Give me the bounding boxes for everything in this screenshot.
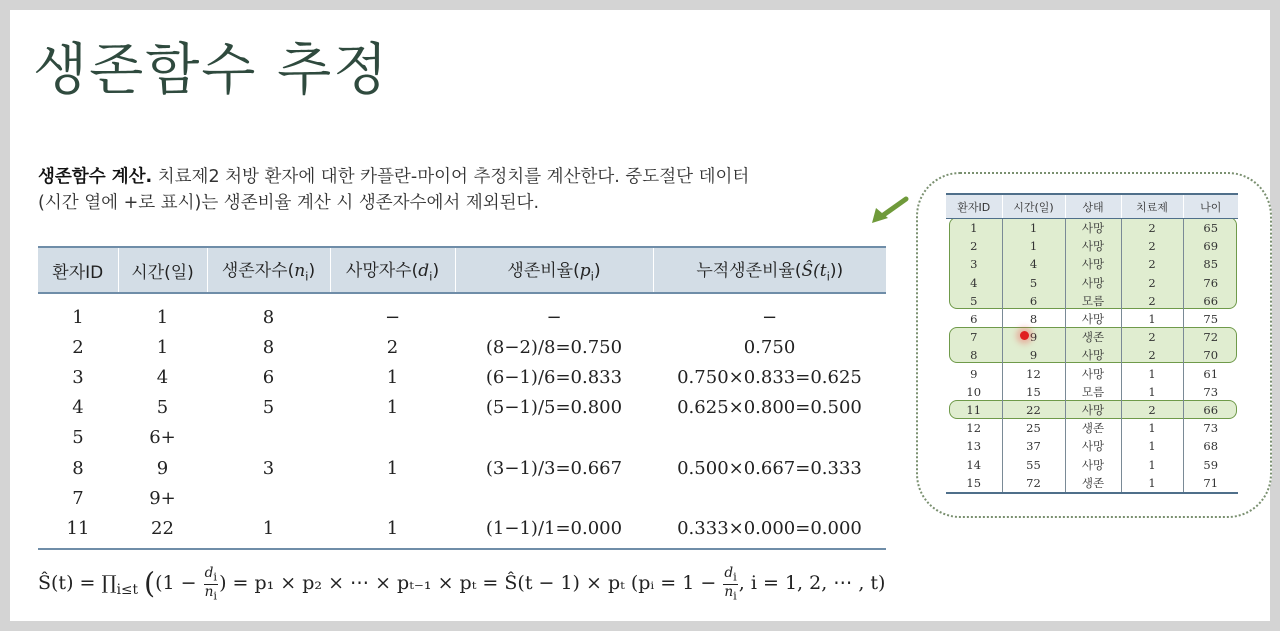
patient-table-cell: 25: [1002, 419, 1065, 437]
patient-table-cell: 70: [1183, 346, 1238, 364]
km-table-header: [38, 247, 886, 293]
patient-table-cell: 68: [1183, 437, 1238, 455]
patient-table-row: [946, 274, 1238, 292]
patient-header-cell: 치료제: [1121, 194, 1183, 219]
km-table-cell: (1−1)/1=0.000: [455, 513, 653, 548]
patient-table-cell: 65: [1183, 219, 1238, 238]
description-line2: (시간 열에 +로 표시)는 생존비율 계산 시 생존자수에서 제외된다.: [38, 193, 540, 213]
patient-table-cell: 2: [1121, 292, 1183, 310]
patient-header-cell: 나이: [1183, 194, 1238, 219]
patient-table-cell: 사망: [1065, 346, 1121, 364]
km-table-body: [38, 293, 886, 549]
patient-table-row: [946, 255, 1238, 273]
patient-table-cell: 11: [966, 402, 982, 417]
km-table-cell: 8: [72, 457, 84, 479]
patient-table-cell: 12: [966, 421, 982, 436]
patient-table-cell: 2: [1121, 401, 1183, 419]
patient-table-cell: 9: [970, 366, 978, 381]
km-table-cell: 3: [72, 366, 84, 388]
km-table-row: [38, 483, 886, 513]
km-table-cell: 0.500×0.667=0.333: [677, 457, 862, 479]
km-table-cell: [653, 483, 886, 513]
patient-table-row: [946, 401, 1238, 419]
patient-table-row: [946, 292, 1238, 310]
km-table-cell: 0.750×0.833=0.625: [677, 366, 862, 388]
patient-table-cell: 생존: [1065, 328, 1121, 346]
km-table-cell: 2: [72, 336, 84, 358]
km-table-cell: 3: [262, 457, 275, 479]
km-table-cell: 5: [262, 397, 275, 419]
patient-table-row: [946, 437, 1238, 455]
description-bold: 생존함수 계산.: [38, 167, 153, 187]
km-table-row: [38, 423, 886, 453]
patient-table-cell: 생존: [1065, 419, 1121, 437]
formula-lhs: Ŝ(t) = ∏: [38, 572, 117, 595]
km-table-row: [38, 513, 886, 548]
patient-header-cell: 상태: [1065, 194, 1121, 219]
patient-table-cell: 2: [1121, 219, 1183, 238]
formula-frac: $\frac{d_i}{n_i}$: [204, 565, 218, 603]
km-header-cell: 생존자수$(n_i)$: [207, 247, 330, 293]
patient-table-cell: 사망: [1065, 219, 1121, 238]
km-table-cell: 1: [386, 457, 399, 479]
patient-table-cell: 생존: [1065, 474, 1121, 493]
km-table-row: [38, 362, 886, 392]
km-header-cell: 사망자수$(d_i)$: [330, 247, 455, 293]
km-table-cell: 22: [118, 513, 207, 548]
km-table-cell: [455, 483, 653, 513]
patient-table-row: [946, 383, 1238, 401]
patient-header-cell: 시간(일): [1002, 194, 1065, 219]
formula-frac-2: $\frac{d_i}{n_i}$: [724, 565, 737, 603]
km-table-cell: 5: [72, 427, 84, 449]
patient-table-cell: 1: [970, 221, 978, 236]
patient-table-row: [946, 219, 1238, 238]
patient-table-row: [946, 346, 1238, 364]
patient-table-cell: 85: [1183, 255, 1238, 273]
patient-table-cell: 사망: [1065, 310, 1121, 328]
patient-table-cell: 1: [1121, 419, 1183, 437]
km-header-cell: 환자ID: [38, 247, 118, 293]
km-table-cell: 9: [156, 457, 169, 479]
patient-table-cell: 72: [1183, 328, 1238, 346]
patient-table-row: [946, 328, 1238, 346]
patient-table-cell: 2: [1121, 237, 1183, 255]
patient-table-cell: 1: [1121, 365, 1183, 383]
patient-table-row: [946, 365, 1238, 383]
patient-table-cell: 1: [1121, 474, 1183, 493]
km-table-cell: 8: [262, 336, 275, 358]
km-table-row: [38, 453, 886, 483]
patient-table-cell: 72: [1002, 474, 1065, 493]
km-table-cell: 9+: [149, 487, 176, 509]
patient-table-cell: 1: [1121, 455, 1183, 473]
patient-table-cell: 모름: [1065, 292, 1121, 310]
km-table-cell: 5: [156, 397, 169, 419]
patient-table-cell: 73: [1183, 419, 1238, 437]
formula-part3: , i = 1, 2, ⋯ , t): [738, 572, 886, 595]
patient-table-cell: 2: [1121, 328, 1183, 346]
patient-table-cell: 66: [1183, 292, 1238, 310]
km-table-cell: 1: [207, 513, 330, 548]
km-header-cell: 누적생존비율$(Ŝ(t_i))$: [653, 247, 886, 293]
km-table-cell: [330, 483, 455, 513]
km-table-cell: 7: [72, 487, 84, 509]
patient-table-cell: 37: [1002, 437, 1065, 455]
km-table-cell: 0.333×0.000=0.000: [653, 513, 886, 548]
patient-table-cell: 7: [970, 330, 978, 345]
patient-table-cell: 15: [1002, 383, 1065, 401]
slide-title: 생존함수 추정: [33, 38, 390, 103]
km-table-row: [38, 393, 886, 423]
patient-table-body: [946, 219, 1238, 493]
patient-table-cell: 5: [970, 293, 978, 308]
patient-table-cell: 1: [1121, 437, 1183, 455]
patient-table-cell: 8: [970, 348, 978, 363]
arrow-icon: [870, 196, 910, 226]
km-table-cell: 4: [156, 366, 169, 388]
patient-table-row: [946, 419, 1238, 437]
patient-table-cell: 사망: [1065, 255, 1121, 273]
km-table-cell: (8−2)/8=0.750: [485, 336, 623, 358]
km-table-cell: 4: [72, 397, 84, 419]
patient-header-cell: 환자ID: [946, 194, 1002, 219]
description-line1: 치료제2 처방 환자에 대한 카플란-마이어 추정치를 계산한다. 중도절단 데이터: [152, 167, 750, 187]
patient-table-cell: 22: [1002, 401, 1065, 419]
km-table-cell: 1: [72, 306, 84, 328]
km-formula: Ŝ(t) = $\prod_{i\le t}$ ((1 − $\frac{d_i}{n_i}$ ) = p₁ × p₂ × ⋯ × pₜ₋₁ × pₜ = Ŝ(t − 1) × pₜ (pᵢ = 1 − $\frac{d_i}{n_i}$ , i = 1, 2, ⋯ , t): [38, 565, 886, 603]
km-header-cell: 생존비율$(p_i)$: [455, 247, 653, 293]
patient-table-cell: 사망: [1065, 237, 1121, 255]
km-table-cell: 1: [156, 336, 169, 358]
patient-table-cell: 1: [1121, 310, 1183, 328]
patient-table-cell: 55: [1002, 455, 1065, 473]
km-table-cell: (5−1)/5=0.800: [485, 397, 623, 419]
patient-table-cell: 6: [1002, 292, 1065, 310]
patient-table-cell: 66: [1183, 401, 1238, 419]
km-table-cell: 6+: [149, 427, 176, 449]
patient-table-cell: 9: [1002, 328, 1065, 346]
patient-table-row: [946, 310, 1238, 328]
km-table-cell: 0.625×0.800=0.500: [677, 397, 862, 419]
km-table-row: [38, 293, 886, 332]
patient-table-cell: 4: [1002, 255, 1065, 273]
patient-table-cell: 69: [1183, 237, 1238, 255]
patient-table-cell: 73: [1183, 383, 1238, 401]
patient-table-cell: 1: [1002, 237, 1065, 255]
km-table-cell: 0.750: [743, 336, 796, 358]
patient-table: [946, 193, 1238, 494]
patient-table-row: [946, 237, 1238, 255]
patient-table-cell: 사망: [1065, 401, 1121, 419]
patient-table-cell: 4: [970, 275, 978, 290]
km-table-cell: −: [761, 306, 778, 328]
patient-table-cell: 76: [1183, 274, 1238, 292]
km-table-cell: 1: [156, 306, 169, 328]
patient-table-cell: 사망: [1065, 274, 1121, 292]
patient-table-cell: 13: [966, 439, 982, 454]
km-table-cell: [207, 483, 330, 513]
km-table-cell: 11: [38, 513, 118, 548]
patient-table-cell: 59: [1183, 455, 1238, 473]
patient-table-cell: 사망: [1065, 455, 1121, 473]
formula-part1: (1 −: [155, 572, 203, 595]
patient-table-cell: 3: [970, 257, 978, 272]
km-table-cell: [455, 423, 653, 453]
patient-table-cell: 1: [1002, 219, 1065, 238]
description: [38, 164, 749, 216]
km-table-cell: [653, 423, 886, 453]
patient-table-cell: 12: [1002, 365, 1065, 383]
km-table-cell: (6−1)/6=0.833: [485, 366, 623, 388]
patient-table-cell: 2: [1121, 346, 1183, 364]
formula-prod-sub: i≤t: [116, 582, 138, 598]
patient-table-header: [946, 194, 1238, 219]
patient-table-cell: 15: [946, 474, 1002, 493]
patient-table-cell: 2: [1121, 274, 1183, 292]
km-table-cell: 1: [386, 366, 399, 388]
patient-table-cell: 8: [1002, 310, 1065, 328]
km-table: [38, 246, 886, 550]
patient-table-cell: 9: [1002, 346, 1065, 364]
patient-table-cell: 10: [966, 384, 982, 399]
km-table-cell: −: [384, 306, 401, 328]
km-table-cell: 2: [386, 336, 399, 358]
cursor-dot: [1020, 331, 1029, 340]
patient-table-cell: 75: [1183, 310, 1238, 328]
km-table-cell: (3−1)/3=0.667: [485, 457, 623, 479]
km-table-cell: 6: [262, 366, 275, 388]
patient-table-cell: 사망: [1065, 365, 1121, 383]
patient-table-cell: 1: [1121, 383, 1183, 401]
formula-part2: ) = p₁ × p₂ × ⋯ × pₜ₋₁ × pₜ = Ŝ(t − 1) × pₜ (pᵢ = 1 −: [219, 572, 723, 595]
patient-table-cell: 2: [970, 239, 978, 254]
patient-table-row: [946, 455, 1238, 473]
km-table-cell: 8: [262, 306, 275, 328]
patient-table-cell: 모름: [1065, 383, 1121, 401]
patient-table-cell: 2: [1121, 255, 1183, 273]
km-table-cell: 1: [330, 513, 455, 548]
km-table-cell: −: [546, 306, 562, 328]
km-table-row: [38, 332, 886, 362]
patient-table-cell: 5: [1002, 274, 1065, 292]
km-header-cell: 시간(일): [118, 247, 207, 293]
km-table-cell: 1: [386, 397, 399, 419]
km-table-cell: [207, 423, 330, 453]
patient-table-cell: 61: [1183, 365, 1238, 383]
patient-table-cell: 71: [1183, 474, 1238, 493]
patient-table-cell: 14: [966, 457, 982, 472]
km-table-cell: [330, 423, 455, 453]
patient-table-cell: 사망: [1065, 437, 1121, 455]
patient-table-row: [946, 474, 1238, 493]
patient-table-cell: 6: [970, 312, 978, 327]
